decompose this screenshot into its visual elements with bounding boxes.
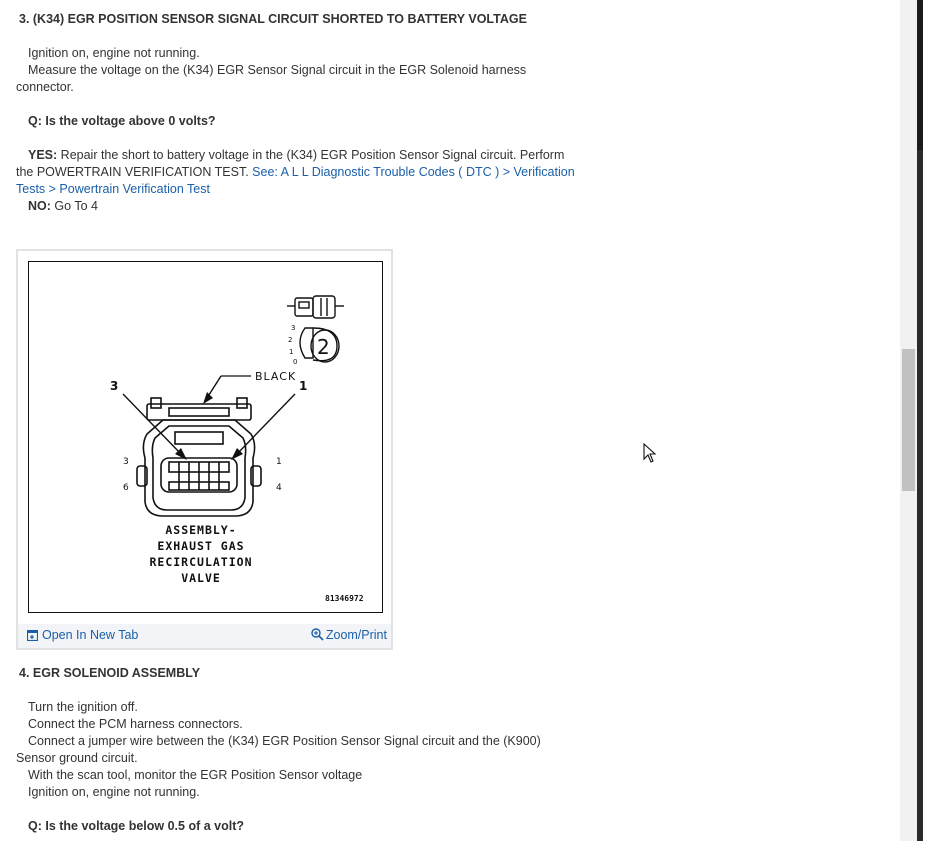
caption-line-4: VALVE	[181, 571, 221, 585]
vertical-scrollbar[interactable]	[900, 0, 917, 841]
step-3-yes-line	[28, 147, 564, 164]
small-connector-icon	[287, 296, 344, 366]
scrollbar-thumb[interactable]	[902, 349, 915, 491]
zoom-icon	[311, 628, 324, 641]
step-4-question: Q: Is the voltage below 0.5 of a volt?	[28, 819, 245, 833]
svg-text:1: 1	[289, 348, 294, 356]
black-label: BLACK	[255, 370, 297, 383]
callout-3: 3	[110, 379, 119, 393]
no-label: NO:	[28, 199, 51, 213]
step-3-yes-line-2	[16, 164, 575, 181]
step-3-question: Q: Is the voltage above 0 volts?	[28, 114, 216, 128]
no-text: Go To 4	[50, 199, 98, 213]
caption-line-3: RECIRCULATION	[149, 555, 253, 569]
step-4-line-4: Sensor ground circuit.	[16, 751, 138, 765]
powertrain-verification-link[interactable]: Tests > Powertrain Verification Test	[16, 182, 210, 196]
caption-line-1: ASSEMBLY-	[165, 523, 237, 537]
step-4-title: 4. EGR SOLENOID ASSEMBLY	[19, 666, 201, 680]
open-new-tab-icon	[27, 630, 38, 641]
outer-frame-edge	[917, 0, 923, 150]
svg-text:0: 0	[293, 358, 298, 366]
open-new-tab-button[interactable]	[27, 628, 138, 642]
step-4-line-5: With the scan tool, monitor the EGR Position Sensor voltage	[28, 768, 363, 782]
yes-label: YES:	[28, 148, 58, 162]
mouse-cursor-icon	[643, 443, 657, 463]
egr-connector-diagram-svg	[29, 262, 381, 611]
step-3-line-1: Ignition on, engine not running.	[28, 46, 200, 60]
yes-text: Repair the short to battery voltage in the (K34) EGR Position Sensor Signal circuit. Perform	[57, 148, 565, 162]
connector-figure	[16, 249, 393, 650]
caption-line-2: EXHAUST GAS	[157, 539, 245, 553]
step-4-line-6: Ignition on, engine not running.	[28, 785, 200, 799]
figure-toolbar	[18, 624, 391, 648]
zoom-print-label: Zoom/Print	[325, 628, 387, 642]
svg-text:2: 2	[288, 336, 293, 344]
figure-code: 81346972	[325, 594, 364, 603]
egr-connector-body	[137, 398, 261, 516]
pin-3-label: 3	[123, 457, 129, 467]
outer-frame-edge-lower	[917, 150, 923, 841]
pin-1-label: 1	[276, 457, 282, 467]
connector-number-label: 2	[317, 335, 330, 359]
pin-4-label: 4	[276, 483, 282, 493]
step-3-title: 3. (K34) EGR POSITION SENSOR SIGNAL CIRCUIT SHORTED TO BATTERY VOLTAGE	[19, 12, 527, 26]
step-3-yes-line-3	[16, 181, 210, 198]
step-4-line-2: Connect the PCM harness connectors.	[28, 717, 243, 731]
svg-text:3: 3	[291, 324, 296, 332]
dtc-verification-link[interactable]: See: A L L Diagnostic Trouble Codes ( DTC ) > Verification	[252, 165, 575, 179]
pin-6-label: 6	[123, 483, 129, 493]
yes-text-2: the POWERTRAIN VERIFICATION TEST.	[16, 165, 253, 179]
zoom-print-button[interactable]	[311, 628, 387, 642]
step-3-line-2: Measure the voltage on the (K34) EGR Sensor Signal circuit in the EGR Solenoid harness	[28, 63, 527, 77]
connector-diagram[interactable]	[28, 261, 383, 613]
step-4-line-1: Turn the ignition off.	[28, 700, 138, 714]
callout-1: 1	[299, 379, 308, 393]
open-new-tab-label: Open In New Tab	[42, 628, 139, 642]
step-4-line-3: Connect a jumper wire between the (K34) EGR Position Sensor Signal circuit and the (K900)	[28, 734, 541, 748]
step-3-no-line	[28, 198, 98, 215]
step-3-line-3: connector.	[16, 80, 74, 94]
